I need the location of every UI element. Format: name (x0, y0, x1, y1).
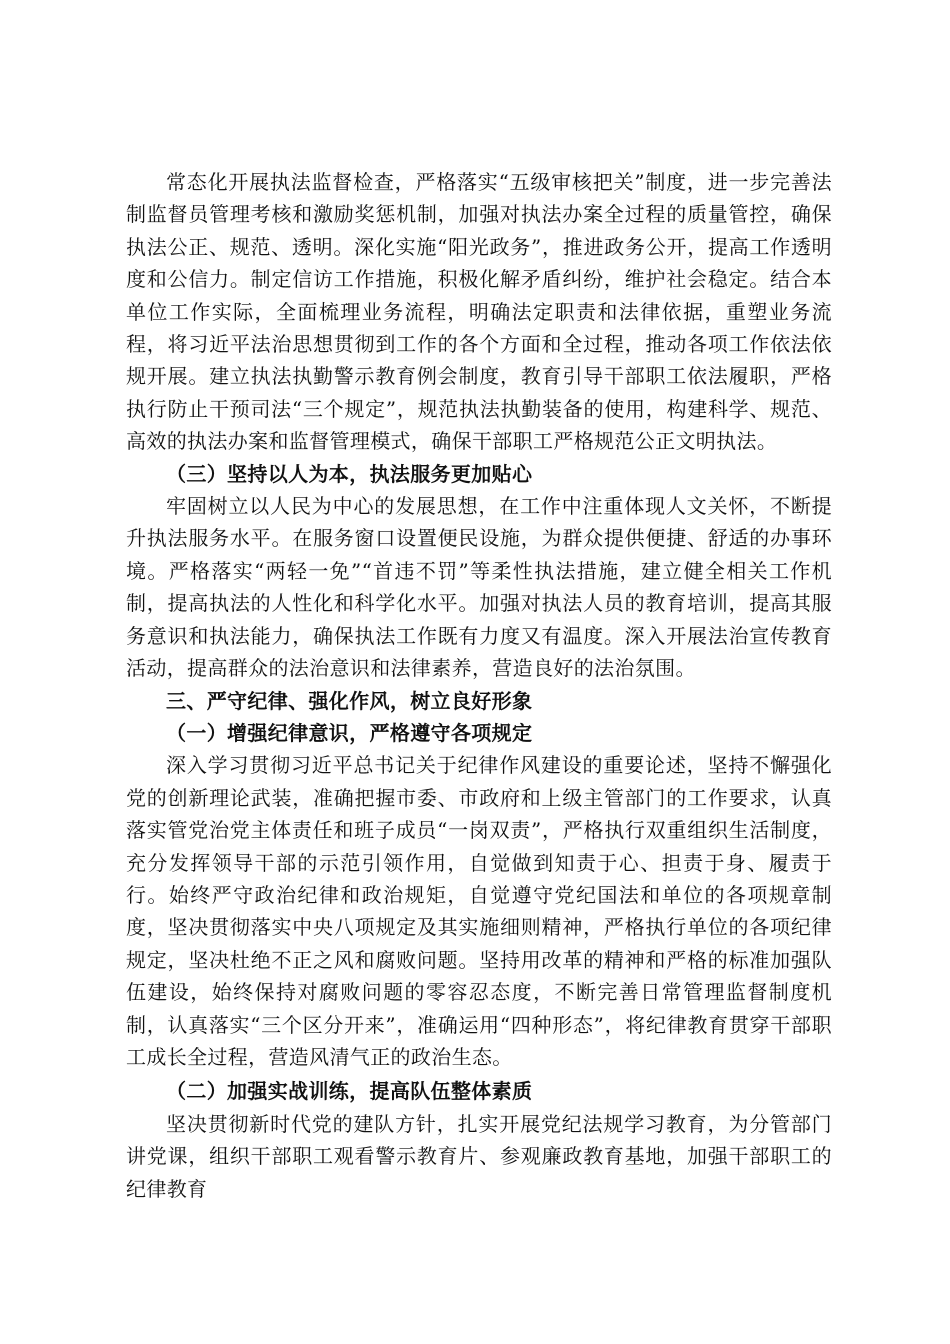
subheading-people-centered-service: （三）坚持以人为本，执法服务更加贴心 (166, 461, 533, 486)
subheading-discipline-awareness: （一）增强纪律意识，严格遵守各项规定 (166, 720, 533, 745)
section-heading-discipline: 三、严守纪律、强化作风，树立良好形象 (166, 688, 533, 713)
paragraph-discipline-awareness: 深入学习贯彻习近平总书记关于纪律作风建设的重要论述，坚持不懈强化党的创新理论武装，准确把握市委、市政府和上级主管部门的工作要求，认真落实管党治党主体责任和班子成员“一岗双责”，严格执行双重组织生活制度，充分发挥领导干部的示范引领作用，自觉做到知责于心、担责于身、履责于行。始终严守政治纪律和政治规矩，自觉遵守党纪国法和单位的各项规章制度，坚决贯彻落实中央八项规定及其实施细则精神，严格执行单位的各项纪律规定，坚决杜绝不正之风和腐败问题。坚持用改革的精神和严格的标准加强队伍建设，始终保持对腐败问题的零容忍态度，不断完善日常管理监督制度机制，认真落实“三个区分开来”，准确运用“四种形态”，将纪律教育贯穿干部职工成长全过程，营造风清气正的政治生态。 (126, 753, 832, 1069)
document-body (126, 166, 832, 1205)
paragraph-practical-training: 坚决贯彻新时代党的建队方针，扎实开展党纪法规学习教育，为分管部门讲党课，组织干部职工观看警示教育片、参观廉政教育基地，加强干部职工的纪律教育 (126, 1111, 832, 1201)
paragraph-law-enforcement-supervision: 常态化开展执法监督检查，严格落实“五级审核把关”制度，进一步完善法制监督员管理考核和激励奖惩机制，加强对执法办案全过程的质量管控，确保执法公正、规范、透明。深化实施“阳光政务”，推进政务公开，提高工作透明度和公信力。制定信访工作措施，积极化解矛盾纠纷，维护社会稳定。结合本单位工作实际，全面梳理业务流程，明确法定职责和法律依据，重塑业务流程，将习近平法治思想贯彻到工作的各个方面和全过程，推动各项工作依法依规开展。建立执法执勤警示教育例会制度，教育引导干部职工依法履职，严格执行防止干预司法“三个规定”，规范执法执勤装备的使用，构建科学、规范、高效的执法办案和监督管理模式，确保干部职工严格规范公正文明执法。 (126, 170, 832, 454)
paragraph-people-centered-service: 牢固树立以人民为中心的发展思想，在工作中注重体现人文关怀，不断提升执法服务水平。在服务窗口设置便民设施，为群众提供便捷、舒适的办事环境。严格落实“两轻一免”“首违不罚”等柔性执法措施，建立健全相关工作机制，提高执法的人性化和科学化水平。加强对执法人员的教育培训，提高其服务意识和执法能力，确保执法工作既有力度又有温度。深入开展法治宣传教育活动，提高群众的法治意识和法律素养，营造良好的法治氛围。 (126, 494, 832, 681)
subheading-practical-training: （二）加强实战训练，提高队伍整体素质 (166, 1079, 533, 1104)
